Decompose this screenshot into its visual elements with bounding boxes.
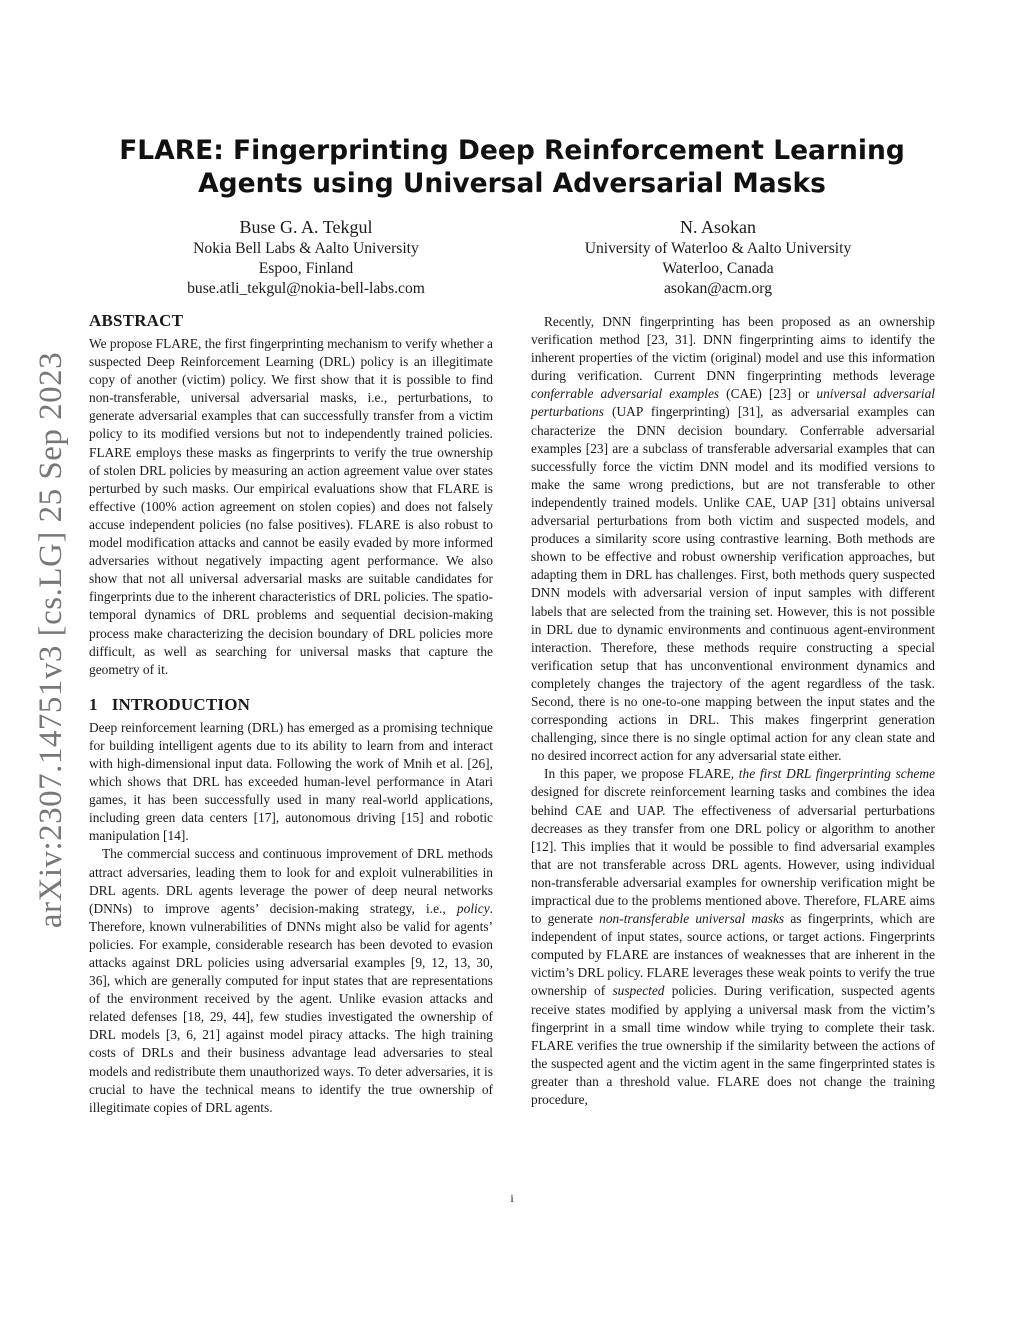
author-name: N. Asokan [680,217,756,237]
author-block [96,215,516,299]
left-column [89,311,493,1117]
paragraph: The commercial success and continuous improvement of DRL methods attract adversaries, leading them to look for and exploit vulnerabilities in DRL agents. DRL agents leverage the power of deep neural networks (DNNs) to improve agents’ decision-making strategy, i.e., policy. Therefore, known vulnerabilities of DNNs might also be valid for agents’ policies. For example, considerable research has been devoted to evasion attacks against DRL policies using adversarial examples [9, 12, 13, 30, 36], which are generally computed for input states that are representations of the environment received by the agent. Unlike evasion attacks and related defenses [18, 29, 44], few studies investigated the ownership of DRL models [3, 6, 21] against model piracy attacks. The high training costs of DRLs and their business advantage lead adversaries to steal models and redistribute them unauthorized ways. To deter adversaries, it is crucial to have the technical means to identify the true ownership of illegitimate copies of DRL agents. [89,846,493,1115]
section-title: INTRODUCTION [111,694,251,714]
right-column [531,313,935,1109]
author-email[interactable]: buse.atli_tekgul@nokia-bell-labs.com [187,280,425,297]
paragraph: In this paper, we propose FLARE, the first DRL fingerprinting scheme designed for discrete reinforcement learning tasks and combines the idea behind CAE and UAP. The effectiveness of adversarial perturbations decreases as they transfer from one DRL policy or algorithm to another [12]. This implies that it would be possible to find adversarial examples that are not transferable across DRL agents. However, using individual non-transferable adversarial examples for ownership verification might be impractical due to the problems mentioned above. Therefore, FLARE aims to generate non-transferable universal masks as fingerprints, which are independent of input states, source actions, or target actions. Fingerprints computed by FLARE are instances of weaknesses that are inherent in the victim’s DRL policy. FLARE leverages these weak points to verify the true ownership of suspected policies. During verification, suspected agents receive states modified by applying a universal mask from the victim’s fingerprint in a small time window while trying to complete their task. FLARE verifies the true ownership if the similarity between the actions of the suspected agent and the victim agent in the same fingerprinted states is greater than a threshold value. FLARE does not change the training procedure, [531,766,935,1108]
abstract-heading: ABSTRACT [89,311,184,330]
author-location: Espoo, Finland [258,260,354,277]
abstract-text: We propose FLARE, the first fingerprinting mechanism to verify whether a suspected Deep Reinforcement Learning (DRL) policy is an illegitimate copy of another (victim) policy. We first show that it is possible to find non-transferable, universal adversarial masks, i.e., perturbations, to generate adversarial examples that can successfully transfer from a victim policy to its modified versions but not to independently trained policies. FLARE employs these masks as fingerprints to verify the true ownership of stolen DRL policies by measuring an action agreement value over states perturbed by such masks. Our empirical evaluations show that FLARE is effective (100% action agreement on stolen copies) and does not falsely accuse independent policies (no false positives). FLARE is also robust to model modification attacks and cannot be easily evaded by more informed adversaries without negatively impacting agent performance. We also show that not all universal adversarial masks are suitable candidates for fingerprints due to the inherent characteristics of DRL policies. The spatio-temporal dynamics of DRL problems and sequential decision-making process make characterizing the decision boundary of DRL policies more difficult, as well as searching for universal masks that capture the geometry of it. [89,336,493,677]
author-block [508,215,928,299]
author-email[interactable]: asokan@acm.org [663,280,773,297]
section-number: 1 [89,694,98,714]
page-number: i [510,1191,514,1205]
paragraph: Recently, DNN fingerprinting has been proposed as an ownership verification method [23, 31]. DNN fingerprinting aims to identify the inherent properties of the victim (original) model and use this information during verification. Current DNN fingerprinting methods leverage conferrable adversarial examples (CAE) [23] or universal adversarial perturbations (UAP fingerprinting) [31], as adversarial examples can characterize the DNN decision boundary. Conferrable adversarial examples [23] are a subclass of transferable adversarial examples that can successfully force the victim DNN model and its modified versions to make the same wrong predictions, but are not transferable to other independently trained models. Unlike CAE, UAP [31] obtains universal adversarial perturbations from both victim and suspected models, and produces a similarity score using contrastive learning. Both methods are shown to be effective and robust ownership verification approaches, but adapting them in DRL has challenges. First, both methods query suspected DNN models with adversarial version of input samples with different labels that are selected from the training set. However, this is not possible in DRL due to dynamic environments and continuous agent-environment interaction. Therefore, these methods require constructing a special verification setup that has unconventional environment dynamics and completely changes the trajectory of the agent regardless of the task. Second, there is no one-to-one mapping between the input states and the corresponding actions in DRL. This makes fingerprint generation challenging, since there is no single optimal action for any clean state and no desired incorrect action for any adversarial state either. [531,314,935,764]
arxiv-identifier[interactable]: arXiv:2307.14751v3 [cs.LG] 25 Sep 2023 [33,351,69,929]
author-affiliation: University of Waterloo & Aalto University [584,240,852,257]
author-name: Buse G. A. Tekgul [239,217,373,237]
paragraph: Deep reinforcement learning (DRL) has emerged as a promising technique for building intelligent agents due to its ability to learn from and interact with high-dimensional input data. Following the work of Mnih et al. [26], which shows that DRL has exceeded human-level performance in Atari games, it has been successfully used in many real-world applications, including green data centers [17], autonomous driving [15] and robotic manipulation [14]. [89,719,493,844]
section-heading-introduction [89,695,493,715]
paper-title: FLARE: Fingerprinting Deep Reinforcement Learning Agents using Universal Adversarial Masks [119,135,905,199]
author-affiliation: Nokia Bell Labs & Aalto University [193,240,419,257]
author-location: Waterloo, Canada [662,260,774,277]
